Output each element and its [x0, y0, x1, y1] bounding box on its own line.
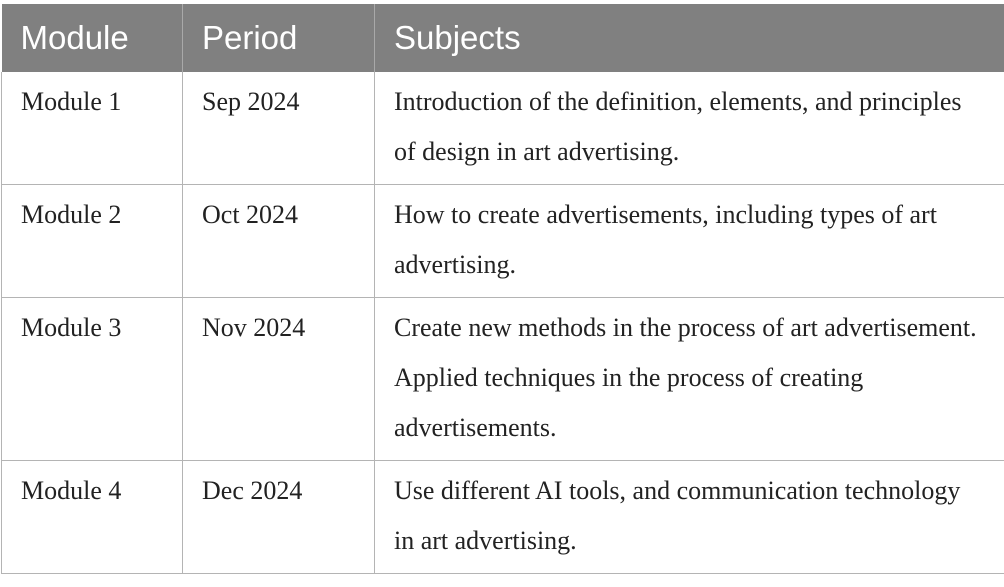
column-header-module: Module — [2, 4, 183, 72]
module-cell: Module 3 — [2, 298, 183, 461]
module-cell: Module 1 — [2, 72, 183, 185]
period-cell: Sep 2024 — [183, 72, 375, 185]
subjects-cell: How to create advertisements, including types of art advertising. — [375, 185, 1004, 298]
column-header-subjects: Subjects — [375, 4, 1004, 72]
table-body — [2, 72, 1004, 574]
module-cell: Module 4 — [2, 461, 183, 574]
subjects-cell: Introduction of the definition, elements, and principles of design in art advertising. — [375, 72, 1004, 185]
header-row — [2, 4, 1004, 72]
table-row — [2, 298, 1004, 461]
period-cell: Dec 2024 — [183, 461, 375, 574]
subjects-cell: Create new methods in the process of art advertisement. Applied techniques in the process of creating advertisements. — [375, 298, 1004, 461]
subjects-cell: Use different AI tools, and communication technology in art advertising. — [375, 461, 1004, 574]
module-cell: Module 2 — [2, 185, 183, 298]
table-row — [2, 461, 1004, 574]
table-row — [2, 72, 1004, 185]
module-schedule-table — [1, 4, 1004, 574]
table-row — [2, 185, 1004, 298]
column-header-period: Period — [183, 4, 375, 72]
table-header — [2, 4, 1004, 72]
period-cell: Oct 2024 — [183, 185, 375, 298]
period-cell: Nov 2024 — [183, 298, 375, 461]
